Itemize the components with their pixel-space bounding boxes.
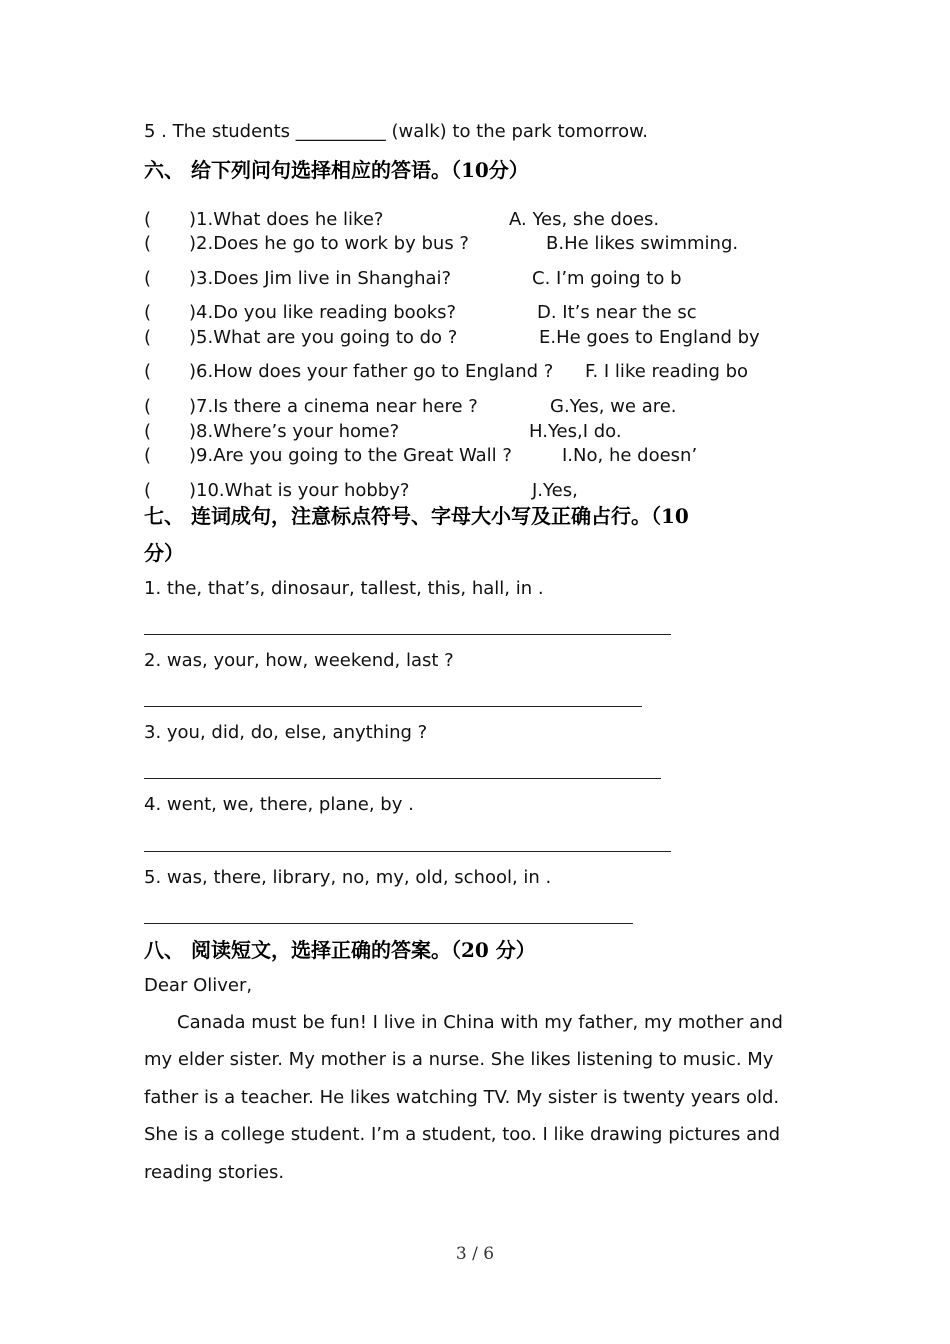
answer-paren: ( [144, 396, 152, 417]
answer-line-3 [144, 778, 661, 779]
question-text: )8.Where’s your home? [189, 421, 400, 442]
question-text: )4.Do you like reading books? [189, 302, 457, 323]
answer-paren: ( [144, 480, 152, 501]
scrambled-sentence-1: 1. the, that’s, dinosaur, tallest, this, hall, in . [144, 578, 544, 599]
answer-option: F. I like reading bo [585, 361, 749, 382]
reading-passage: Canada must be fun! I live in China with my father, my mother and my elder sister. My mother is a nurse. She likes listening to music. My father is a teacher. He likes watching TV. My sister is twenty years old. She is a college student. I’m a student, too. I like drawing pictures and reading stories. [144, 1012, 783, 1183]
answer-paren: ( [144, 209, 152, 230]
section-7-heading-cont: 分） [144, 541, 184, 565]
answer-paren: ( [144, 361, 152, 382]
scrambled-sentence-4: 4. went, we, there, plane, by . [144, 794, 414, 815]
answer-paren: ( [144, 327, 152, 348]
answer-paren: ( [144, 268, 152, 289]
answer-option: C. I’m going to b [532, 268, 682, 289]
answer-paren: ( [144, 302, 152, 323]
answer-option: B.He likes swimming. [546, 233, 739, 254]
answer-option: I.No, he doesn’ [562, 445, 698, 466]
scrambled-sentence-5: 5. was, there, library, no, my, old, school, in . [144, 867, 552, 888]
section-8-heading: 八、 阅读短文，选择正确的答案。（20 分） [144, 938, 536, 962]
question-text: )5.What are you going to do ? [189, 327, 458, 348]
page-number: 3 / 6 [455, 1244, 495, 1264]
answer-paren: ( [144, 233, 152, 254]
scrambled-sentence-2: 2. was, your, how, weekend, last ? [144, 650, 454, 671]
question-text: )10.What is your hobby? [189, 480, 410, 501]
answer-option: D. It’s near the sc [537, 302, 697, 323]
question-text: )2.Does he go to work by bus ? [189, 233, 469, 254]
question-text: )3.Does Jim live in Shanghai? [189, 268, 452, 289]
answer-option: J.Yes, [532, 480, 578, 501]
answer-option: G.Yes, we are. [550, 396, 677, 417]
question-text: )7.Is there a cinema near here ? [189, 396, 478, 417]
letter-greeting: Dear Oliver, [144, 975, 253, 996]
answer-option: E.He goes to England by [539, 327, 760, 348]
answer-line-1 [144, 634, 671, 635]
question-text: )6.How does your father go to England ? [189, 361, 554, 382]
answer-option: H.Yes,I do. [529, 421, 622, 442]
section-6-heading: 六、 给下列问句选择相应的答语。（10分） [144, 158, 529, 182]
answer-paren: ( [144, 421, 152, 442]
answer-paren: ( [144, 445, 152, 466]
answer-line-2 [144, 706, 642, 707]
answer-line-4 [144, 851, 671, 852]
question-5-walk: 5 . The students __________ (walk) to the park tomorrow. [144, 121, 648, 142]
question-text: )9.Are you going to the Great Wall ? [189, 445, 512, 466]
answer-option: A. Yes, she does. [509, 209, 660, 230]
answer-line-5 [144, 923, 633, 924]
question-text: )1.What does he like? [189, 209, 384, 230]
scrambled-sentence-3: 3. you, did, do, else, anything ? [144, 722, 428, 743]
section-7-heading: 七、 连词成句，注意标点符号、字母大小写及正确占行。（10 [144, 504, 689, 528]
